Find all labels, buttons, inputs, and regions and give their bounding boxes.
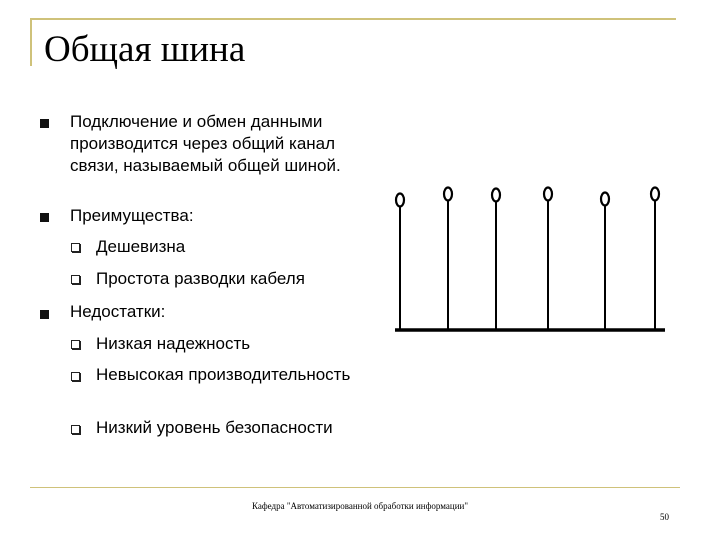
hollow-square-bullet-icon [71,340,80,349]
sub-bullet-text: Невысокая производительность [96,365,351,384]
bullet-text: Недостатки: [70,302,166,321]
sub-bullet-text: Низкий уровень безопасности [96,418,333,437]
square-bullet-icon [40,310,49,319]
square-bullet-icon [40,213,49,222]
bus-node [396,194,404,331]
slide-title: Общая шина [44,29,246,70]
bullet-text: Преимущества: [70,206,194,225]
bus-node [544,188,552,331]
page-number: 50 [660,512,669,522]
bus-node [601,193,609,331]
bus-node [492,189,500,331]
sub-bullet-text: Дешевизна [96,237,186,256]
hollow-square-bullet-icon [71,243,80,252]
bullet-text: Подключение и обмен данными производится через общий канал связи, называемый общей шиной. [70,112,341,175]
hollow-square-bullet-icon [71,275,80,284]
hollow-square-bullet-icon [71,372,80,381]
square-bullet-icon [40,119,49,128]
bus-topology-diagram [390,180,680,340]
bus-node [444,188,452,331]
sub-bullet-text: Низкая надежность [96,334,251,353]
footer-department: Кафедра "Автоматизированной обработки информации" [251,501,469,511]
sub-bullet-text: Простота разводки кабеля [96,269,305,288]
hollow-square-bullet-icon [71,425,80,434]
footer-divider [30,487,680,488]
bus-node [651,188,659,331]
